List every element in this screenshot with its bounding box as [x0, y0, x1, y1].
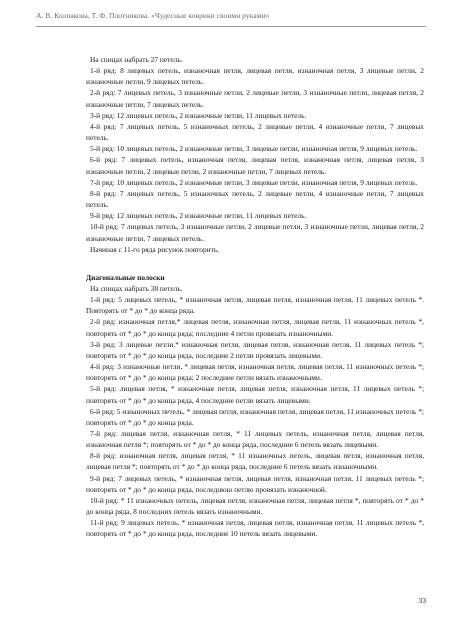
paragraph-row-9: 9-й ряд: 7 лицевых петель, * изнаночная петля, лицевая петля, изнаночная петля, 11 лицевых петель *; повторять от * до * до конца ряда, последнюю петлю провязать изнаночной. [86, 473, 424, 494]
paragraph-row-11: 11-й ряд: 9 лицевых петель, * изнаночная петля, лицевая петля, изнаночная петля, 11 лицевых петель *, повторять от * до * до конца ряда, последние 10 петель вязать лицевыми. [86, 518, 424, 539]
paragraph-row-7: 7-й ряд: 10 лицевых петель, 2 изнаночные петли, 3 лицевые петли, изнаночная петля, 9 лицевых петель. [90, 177, 418, 187]
paragraph-row-5: 5-й ряд: 10 лицевых петель, 2 изнаночные петли, 3 лицевые петли, изнаночная петля, 9 лицевых петель. [90, 144, 418, 154]
paragraph-row-3: 3-й ряд: 12 лицевых петель, 2 изнаночные петли, 11 лицевых петель. [90, 110, 307, 120]
page-content [86, 54, 424, 540]
paragraph-row-4: 4-й ряд: 3 изнаночные петли, * лицевая петля, изнаночная петля, лицевая петля, 11 изнаночных петель *; повторять от * до * до конца ряда; 2 последние петли вязать изнаночными. [86, 362, 424, 383]
pattern-section-1 [86, 54, 424, 255]
section-heading: Диагональные полоски [86, 272, 165, 282]
paragraph-row-4: 4-й ряд: 7 лицевых петель, 5 изнаночных петель, 2 лицевые петли, 4 изнаночные петли, 7 лицевых петель. [86, 121, 424, 143]
paragraph-row-10: 10-й ряд: * 11 изнаночных петель, лицевая петля, изнаночная петля, лицевая петля *, повторять от * до * до конца ряда, 8 последних петель вязать изнаночными. [86, 495, 424, 517]
paragraph-row-2: 2-й ряд: изнаночная петля,* лицевая петля, изнаночная петля, лицевая петля, 11 изнаночных петель *, повторять от * до * до конца ряда; последние 4 петли провязать изнаночными. [86, 317, 424, 338]
paragraph-row-5: 5-й ряд: лицевая петля, * изнаночная петля, лицевая петля, изнаночная петля, 11 лицевых петель *; повторять от * до * до конца ряда, 4 последние петли вязать лицевыми. [86, 384, 424, 405]
paragraph-cast-on: На спицах набрать 38 петель. [90, 283, 183, 293]
paragraph-repeat-note: Начиная с 11-го ряда рисунок повторить. [90, 244, 220, 254]
paragraph-row-6: 6-й ряд: 7 лицевых петель, изнаночная петля, лицевая петля, изнаночная петля, лицевая петля, 3 изнаночные петли, 2 лицевые петли, 2 изнаночные петли, 7 лицевых петель. [86, 155, 424, 176]
paragraph-row-2: 2-й ряд: 7 лицевых петель, 3 изнаночные петли, 2 лицевые петли, 3 изнаночные петли, лицевая петля, 2 изнаночные петли, 7 лицевых петель. [86, 88, 424, 109]
paragraph-row-8: 8-й ряд: 7 лицевых петель, 5 изнаночных петель, 2 лицевые петли, 4 изнаночные петли, 7 лицевых петель. [86, 188, 424, 210]
paragraph-row-9: 9-й ряд: 12 лицевых петель, 2 изнаночные петли, 11 лицевых петель. [90, 211, 307, 221]
running-header: А. В. Колпакова, Т. Ф. Плотникова. «Чудесные коврики своими руками» [36, 11, 270, 20]
paragraph-row-1: 1-й ряд: 5 лицевых петель, * изнаночная петля, лицевая петля, изнаночная петля, 11 лицевых петель *. Повторять от * до * до конца ряда. [86, 295, 424, 316]
header-rule [36, 26, 426, 27]
paragraph-row-6: 6-й ряд: 5 изнаночных петель, * лицевая петля, изнаночная петля, лицевая петля, 11 изнаночных петель *; повторять от * до * до конца ряда. [86, 406, 424, 427]
paragraph-row-1: 1-й ряд: 8 лицевых петель, изнаночная петля, лицевая петля, изнаночная петля, 3 лицевые петли, 2 изнаночные петли, 9 лицевых петель. [86, 66, 424, 87]
page-number: 33 [418, 596, 426, 605]
paragraph-row-10: 10-й ряд: 7 лицевых петель, 3 изнаночные петли, 2 лицевые петли, 3 изнаночные петли, лицевая петля, 2 изнаночные петли, 7 лицевых петель. [86, 222, 424, 243]
pattern-section-2 [86, 283, 424, 540]
paragraph-row-3: 3-й ряд: 3 лицевые петли,* изнаночная петля, лицевая петля, изнаночная петля, 11 лицевых петель *; повторять от * до * до конца ряда, последние 2 петли провязать лицевыми. [86, 339, 424, 360]
paragraph-row-7: 7-й ряд: лицевая петля, изнаночная петля, * 11 лицевых петель, изнаночная петля, лицевая петля, изнаночная петля *; повторять от * до * до конца ряда, последние 6 петель вязать лицевыми. [86, 429, 424, 450]
paragraph-row-8: 8-й ряд: изнаночная петля, лицевая петля, * 11 изнаночных петель, лицевая петля, изнаночная петля, лицевая петля *; повторять от * до * до конца ряда, последние 6 петель вязать изнаночными. [86, 451, 424, 472]
paragraph-cast-on: На спицах набрать 27 петель. [90, 55, 183, 64]
